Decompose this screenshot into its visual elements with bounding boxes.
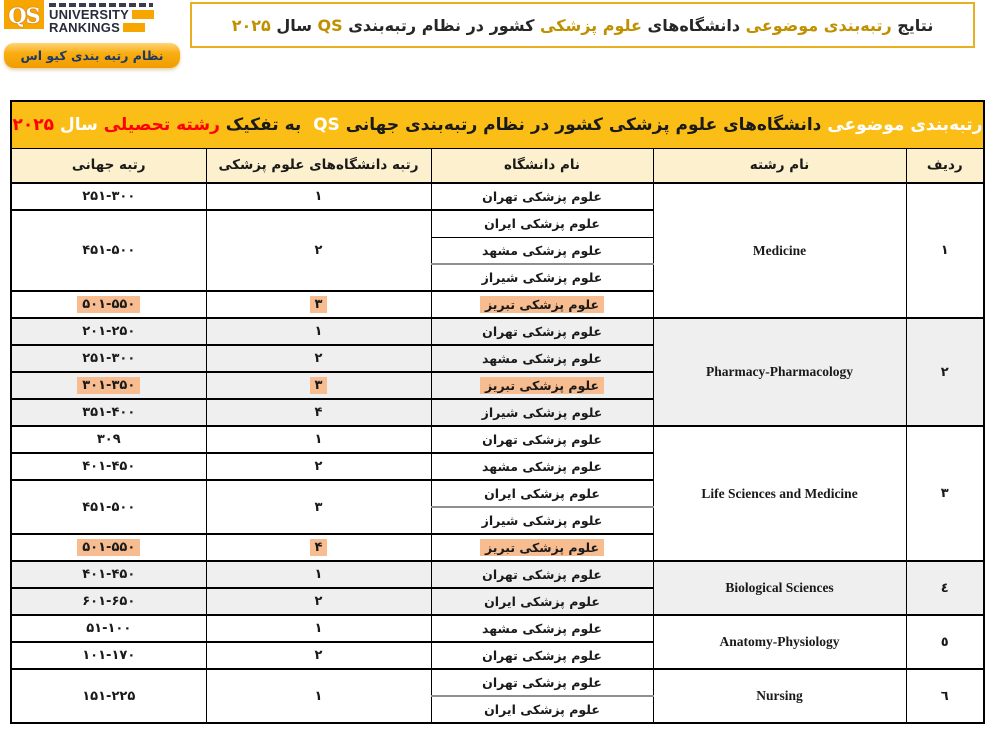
university-name-text: علوم پزشکی تهران (482, 432, 602, 447)
global-rank-text: ۴۰۱-۴۵۰ (82, 567, 136, 582)
medical-rank-text: ۲ (314, 648, 323, 663)
university-name-text: علوم پزشکی ایران (484, 594, 600, 609)
cell-university-name (431, 345, 653, 372)
column-header-2: نام دانشگاه (431, 148, 653, 183)
qs-logo-text: QS (8, 3, 40, 28)
cell-global-rank (11, 534, 206, 561)
cell-university-name (431, 507, 653, 534)
medical-rank-text: ۱ (314, 688, 323, 704)
banner-segment: دانشگاه‌های علوم پزشکی کشور در نظام رتبه‌بندی جهانی (339, 114, 828, 135)
medical-rank-text: ۴ (314, 405, 323, 420)
title-segment: QS (317, 15, 343, 35)
cell-university-name (431, 183, 653, 210)
table-header-row (11, 148, 984, 183)
university-name-text: علوم پزشکی تبریز (480, 539, 604, 556)
banner-segment: ۲۰۲۵ (12, 114, 55, 135)
global-rank-text: ۲۵۱-۳۰۰ (82, 351, 136, 366)
cell-medical-universities-rank (206, 426, 431, 453)
table-banner-row (11, 101, 984, 148)
column-header-3: رتبه دانشگاه‌های علوم پزشکی (206, 148, 431, 183)
qs-logo (4, 0, 180, 68)
university-name-text: علوم پزشکی تهران (482, 324, 602, 339)
cell-university-name (431, 453, 653, 480)
qs-logo-words (49, 0, 154, 34)
university-name-text: علوم پزشکی مشهد (482, 351, 602, 366)
cell-university-name (431, 318, 653, 345)
university-name-text: علوم پزشکی مشهد (482, 242, 602, 258)
medical-rank-text: ۲ (314, 459, 323, 474)
cell-medical-universities-rank (206, 561, 431, 588)
cell-university-name (431, 588, 653, 615)
cell-global-rank (11, 318, 206, 345)
global-rank-text: ۱۰۱-۱۷۰ (82, 648, 136, 663)
cell-medical-universities-rank (206, 480, 431, 534)
university-name-text: علوم پزشکی تهران (482, 675, 602, 690)
title-segment: سال (270, 15, 318, 35)
cell-university-name (431, 237, 653, 264)
title-segment: علوم پزشکی (540, 15, 642, 35)
cell-medical-universities-rank (206, 318, 431, 345)
medical-rank-text: ۲ (314, 243, 323, 258)
banner-segment: سال (54, 114, 104, 135)
table-row (11, 426, 984, 453)
cell-row-no: ٥ (906, 615, 984, 669)
cell-field-name: Anatomy-Physiology (653, 615, 906, 669)
global-rank-text: ۲۰۱-۲۵۰ (82, 324, 136, 339)
medical-rank-text: ۱ (314, 189, 323, 204)
cell-global-rank (11, 615, 206, 642)
table-row (11, 318, 984, 345)
column-header-0: ردیف (906, 148, 984, 183)
cell-row-no: ۱ (906, 183, 984, 318)
cell-field-name: Biological Sciences (653, 561, 906, 615)
title-segment: رتبه‌بندی موضوعی (745, 15, 892, 35)
cell-field-name: Pharmacy-Pharmacology (653, 318, 906, 426)
university-name-text: علوم پزشکی شیراز (481, 405, 603, 420)
global-rank-text: ۴۵۱-۵۰۰ (82, 243, 136, 258)
medical-rank-text: ۲ (314, 594, 323, 609)
global-rank-text: ۵۱-۱۰۰ (86, 621, 132, 636)
university-name-text: علوم پزشکی تبریز (480, 377, 604, 394)
medical-rank-text: ۱ (314, 567, 323, 582)
title-segment: کشور در نظام رتبه‌بندی (342, 15, 540, 35)
cell-row-no: ۲ (906, 318, 984, 426)
qs-logo-top (4, 0, 180, 34)
column-header-4: رتبه جهانی (11, 148, 206, 183)
banner-segment: رتبه‌بندی موضوعی (827, 114, 983, 135)
cell-university-name (431, 642, 653, 669)
cell-medical-universities-rank (206, 399, 431, 426)
cell-global-rank (11, 183, 206, 210)
cell-university-name (431, 561, 653, 588)
cell-global-rank (11, 453, 206, 480)
medical-rank-text: ۱ (314, 432, 323, 447)
table-row (11, 183, 984, 210)
university-name-text: علوم پزشکی تهران (482, 567, 602, 582)
cell-university-name (431, 291, 653, 318)
cell-row-no: ٦ (906, 669, 984, 723)
cell-global-rank (11, 480, 206, 534)
cell-global-rank (11, 426, 206, 453)
university-name-text: علوم پزشکی شیراز (481, 270, 603, 285)
logo-banner: نظام رتبه بندی کیو اس (4, 43, 180, 68)
global-rank-text: ۳۵۱-۴۰۰ (82, 405, 136, 420)
cell-global-rank (11, 588, 206, 615)
cell-medical-universities-rank (206, 291, 431, 318)
cell-medical-universities-rank (206, 345, 431, 372)
global-rank-text: ۵۰۱-۵۵۰ (77, 539, 140, 556)
column-header-1: نام رشته (653, 148, 906, 183)
cell-medical-universities-rank (206, 210, 431, 291)
cell-university-name (431, 534, 653, 561)
cell-global-rank (11, 372, 206, 399)
page-title (190, 2, 975, 48)
cell-medical-universities-rank (206, 534, 431, 561)
banner-segment: به تفکیک (219, 114, 314, 135)
cell-field-name: Nursing (653, 669, 906, 723)
logo-orange-block (123, 23, 145, 32)
cell-medical-universities-rank (206, 615, 431, 642)
cell-university-name (431, 372, 653, 399)
cell-row-no: ٤ (906, 561, 984, 615)
cell-global-rank (11, 210, 206, 291)
cell-medical-universities-rank (206, 453, 431, 480)
cell-global-rank (11, 561, 206, 588)
title-segment: نتایج (891, 15, 934, 35)
logo-orange-block (132, 10, 154, 19)
cell-university-name (431, 615, 653, 642)
logo-word-university: UNIVERSITY (49, 7, 130, 22)
cell-university-name (431, 426, 653, 453)
university-name-text: علوم پزشکی تهران (482, 648, 602, 663)
cell-field-name: Life Sciences and Medicine (653, 426, 906, 561)
title-segment: ۲۰۲۵ (231, 15, 271, 35)
cell-global-rank (11, 291, 206, 318)
university-name-text: علوم پزشکی تبریز (480, 296, 604, 313)
university-name-text: علوم پزشکی ایران (484, 486, 600, 501)
global-rank-text: ۶۰۱-۶۵۰ (82, 594, 136, 609)
medical-rank-text: ۳ (310, 377, 328, 394)
table-row (11, 615, 984, 642)
medical-rank-text: ۱ (314, 621, 323, 636)
title-segment: دانشگاه‌های (641, 15, 746, 35)
ranking-table (10, 100, 985, 724)
global-rank-text: ۳۰۱-۳۵۰ (77, 377, 140, 394)
medical-rank-text: ۱ (314, 324, 323, 339)
university-name-text: علوم پزشکی مشهد (482, 459, 602, 474)
cell-medical-universities-rank (206, 588, 431, 615)
table-banner (11, 101, 984, 148)
cell-global-rank (11, 345, 206, 372)
university-name-text: علوم پزشکی مشهد (482, 621, 602, 636)
global-rank-text: ۳۰۹ (96, 432, 121, 447)
university-name-text: علوم پزشکی ایران (484, 702, 600, 717)
cell-university-name (431, 264, 653, 291)
university-name-text: علوم پزشکی شیراز (481, 513, 603, 528)
logo-word-rankings: RANKINGS (49, 20, 120, 35)
medical-rank-text: ۳ (310, 296, 328, 313)
global-rank-text: ۴۰۱-۴۵۰ (82, 459, 136, 474)
cell-global-rank (11, 669, 206, 723)
cell-medical-universities-rank (206, 642, 431, 669)
banner-segment: رشته تحصیلی (103, 114, 220, 135)
cell-university-name (431, 399, 653, 426)
global-rank-text: ۵۰۱-۵۵۰ (77, 296, 140, 313)
medical-rank-text: ۳ (314, 499, 323, 515)
qs-logo-mark (4, 0, 44, 29)
university-name-text: علوم پزشکی تهران (482, 189, 602, 204)
cell-medical-universities-rank (206, 372, 431, 399)
cell-global-rank (11, 399, 206, 426)
top-bar (0, 0, 989, 68)
global-rank-text: ۱۵۱-۲۲۵ (82, 688, 136, 704)
global-rank-text: ۲۵۱-۳۰۰ (82, 189, 136, 204)
medical-rank-text: ۲ (314, 351, 323, 366)
cell-university-name (431, 696, 653, 723)
cell-university-name (431, 669, 653, 696)
cell-university-name (431, 210, 653, 237)
global-rank-text: ۴۵۱-۵۰۰ (82, 499, 136, 515)
university-name-text: علوم پزشکی ایران (484, 216, 600, 232)
banner-segment: QS (313, 114, 340, 135)
table-row (11, 561, 984, 588)
cell-medical-universities-rank (206, 183, 431, 210)
cell-medical-universities-rank (206, 669, 431, 723)
cell-field-name: Medicine (653, 183, 906, 318)
cell-global-rank (11, 642, 206, 669)
cell-university-name (431, 480, 653, 507)
table-row (11, 669, 984, 696)
cell-row-no: ۳ (906, 426, 984, 561)
medical-rank-text: ۴ (310, 539, 328, 556)
